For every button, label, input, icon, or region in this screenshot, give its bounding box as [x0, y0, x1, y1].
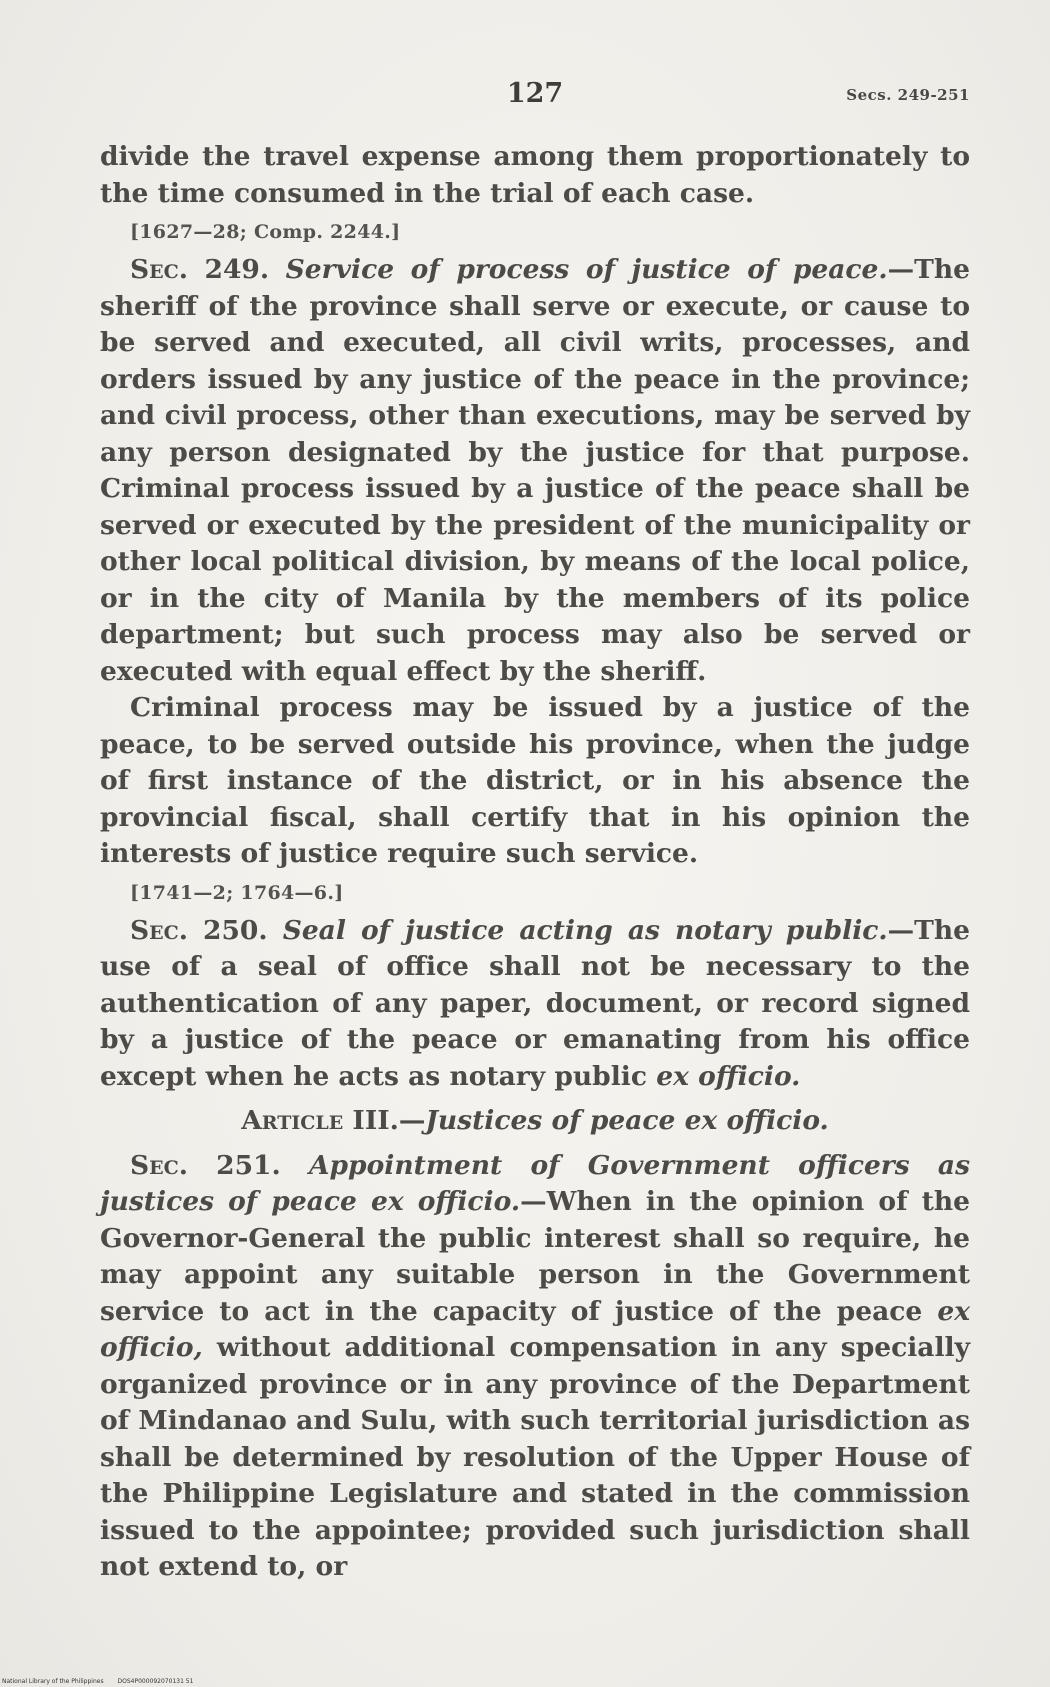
article-title: Justices of peace ex officio. — [425, 1105, 829, 1136]
section-text: —The use of a seal of office shall not be necessary to the authentication of any paper, document, or record signed by a justice of the peace or emanating from his office except when he acts as notary public — [100, 914, 970, 1092]
section-text-italic: ex officio, — [100, 1295, 970, 1363]
page-body — [100, 139, 970, 1586]
section-label: Sec. — [130, 254, 188, 285]
article-label: Article — [241, 1105, 344, 1136]
section-251 — [100, 1148, 970, 1586]
article-number: III.— — [343, 1105, 426, 1136]
section-number: 249. — [187, 254, 286, 285]
section-250 — [100, 913, 970, 1096]
page-header — [100, 78, 970, 118]
section-249-paragraph-2: Criminal process may be issued by a justice of the peace, to be served outside his province, when the judge of first instance of the district, or in his absence the provincial fiscal, shall certify that in his opinion the interests of justice require such service. — [100, 692, 970, 869]
scan-footer — [2, 1678, 205, 1685]
section-number: 251. — [187, 1149, 309, 1181]
section-text: —The sheriff of the province shall serve or execute, or cause to be served and executed, all civil writs, processes, and orders issued by any justice of the peace in the province; and civil process, other than executions, may be served by any person designated by the justice for that purpose. Criminal process issued by a justice of the peace shall be served or executed by the president of the municipality or other local political division, by means of the local police, or in the city of Manila by the members of its police department; but such process may also be served or executed with equal effect by the sheriff. — [100, 254, 970, 687]
section-label: Sec. — [130, 914, 188, 946]
section-label: Sec. — [130, 1149, 188, 1181]
citation: [1627—28; Comp. 2244.] — [130, 221, 401, 243]
paragraph-continuation: divide the travel expense among them proportionately to the time consumed in the trial of each case. — [100, 141, 970, 209]
citation: [1741—2; 1764—6.] — [130, 881, 344, 904]
section-text: —When in the opinion of the Governor-General the public interest shall so require, he may appoint any suitable person in the Government service to act in the capacity of justice of the peace — [100, 1186, 970, 1327]
section-text-italic: ex officio. — [656, 1060, 801, 1092]
section-249 — [100, 252, 970, 690]
section-text-continued: without additional compensation in any specially organized province or in any province of the Department of Mindanao and Sulu, with such territorial jurisdiction as shall be determined by resolution of the Upper House of the Philippine Legislature and stated in the commission issued to the appointee; provided such jurisdiction shall not extend to, or — [100, 1332, 970, 1582]
section-range: Secs. 249-251 — [846, 86, 970, 104]
section-number: 250. — [187, 914, 283, 946]
section-title: Service of process of justice of peace. — [285, 254, 888, 285]
section-title: Appointment of Government officers as justices of peace ex officio. — [100, 1149, 970, 1217]
article-heading — [100, 1103, 970, 1140]
scan-code: DOS4P000092070131 51 — [117, 1678, 194, 1685]
page-number: 127 — [506, 78, 564, 109]
library-credit: National Library of the Philippines — [2, 1678, 104, 1685]
section-title: Seal of justice acting as notary public. — [282, 914, 888, 946]
